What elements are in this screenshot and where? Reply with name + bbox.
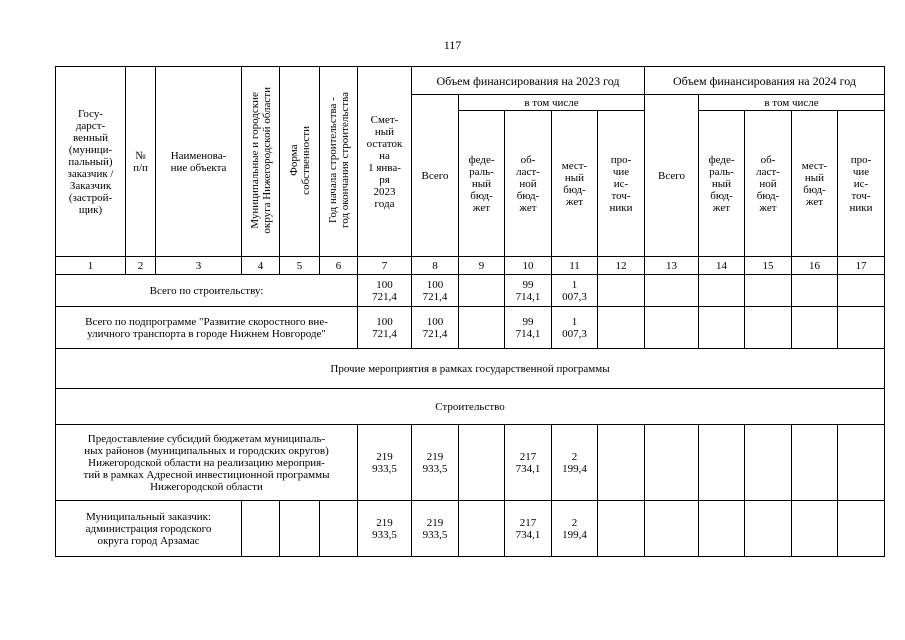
- section-row-other: [56, 349, 885, 389]
- empty-cell: [699, 501, 745, 557]
- total-2023-cell: 219 933,5: [412, 425, 459, 501]
- empty-cell: [699, 275, 745, 307]
- column-number: 4: [242, 257, 280, 275]
- header-other-2024: про- чие ис- точ- ники: [838, 111, 885, 257]
- header-object-name: Наименова- ние объекта: [156, 67, 242, 257]
- regional-2023-cell: 99 714,1: [505, 275, 552, 307]
- column-number: 6: [320, 257, 358, 275]
- header-regional-2023: об- ласт- ной бюд- жет: [505, 111, 552, 257]
- header-ownership: [280, 67, 320, 257]
- header-financing-2023: Объем финансирования на 2023 год: [412, 67, 645, 95]
- row-label: Всего по подпрограмме "Развитие скоростного вне- уличного транспорта в городе Нижнем Новгороде": [56, 307, 358, 349]
- empty-cell: [745, 425, 792, 501]
- column-number: 15: [745, 257, 792, 275]
- header-local-2024: мест- ный бюд- жет: [792, 111, 838, 257]
- header-local-2023: мест- ный бюд- жет: [552, 111, 598, 257]
- total-2023-cell: 100 721,4: [412, 307, 459, 349]
- empty-cell: [280, 501, 320, 557]
- empty-cell: [645, 307, 699, 349]
- empty-cell: [792, 275, 838, 307]
- empty-cell: [645, 501, 699, 557]
- header-number: № п/п: [126, 67, 156, 257]
- balance-cell: 100 721,4: [358, 275, 412, 307]
- empty-cell: [838, 275, 885, 307]
- column-number: 13: [645, 257, 699, 275]
- total-2023-cell: 219 933,5: [412, 501, 459, 557]
- row-label: Всего по строительству:: [56, 275, 358, 307]
- header-federal-2023: феде- раль- ный бюд- жет: [459, 111, 505, 257]
- empty-cell: [792, 501, 838, 557]
- header-municipality: [242, 67, 280, 257]
- column-number: 1: [56, 257, 126, 275]
- row-total-construction: [56, 275, 885, 307]
- column-number: 8: [412, 257, 459, 275]
- section-row-construction: [56, 389, 885, 425]
- empty-cell: [699, 425, 745, 501]
- column-number: 5: [280, 257, 320, 275]
- header-years-text: Год начала строительства - год окончания строительства: [326, 92, 351, 228]
- column-number: 2: [126, 257, 156, 275]
- empty-cell: [459, 425, 505, 501]
- local-2023-cell: 2 199,4: [552, 501, 598, 557]
- row-label: Предоставление субсидий бюджетам муниципаль- ных районов (муниципальных и городских округов) Нижегородской области на реализацию мероприя- тий в рамках Адресной инвестиционной программы Нижегородской области: [56, 425, 358, 501]
- empty-cell: [792, 425, 838, 501]
- empty-cell: [459, 501, 505, 557]
- empty-cell: [598, 425, 645, 501]
- local-2023-cell: 2 199,4: [552, 425, 598, 501]
- column-number: 7: [358, 257, 412, 275]
- column-number: 11: [552, 257, 598, 275]
- column-number: 17: [838, 257, 885, 275]
- section-title-other: Прочие мероприятия в рамках государственной программы: [56, 349, 885, 389]
- local-2023-cell: 1 007,3: [552, 307, 598, 349]
- empty-cell: [838, 425, 885, 501]
- empty-cell: [745, 275, 792, 307]
- empty-cell: [745, 307, 792, 349]
- header-regional-2024: об- ласт- ной бюд- жет: [745, 111, 792, 257]
- header-years: [320, 67, 358, 257]
- column-number: 12: [598, 257, 645, 275]
- row-subprogram-total: [56, 307, 885, 349]
- empty-cell: [645, 275, 699, 307]
- empty-cell: [459, 307, 505, 349]
- header-municipality-text: Муниципальные и городские округа Нижегородской области: [248, 86, 273, 234]
- regional-2023-cell: 217 734,1: [505, 425, 552, 501]
- column-number: 14: [699, 257, 745, 275]
- header-total-2023: Всего: [412, 95, 459, 257]
- empty-cell: [645, 425, 699, 501]
- empty-cell: [699, 307, 745, 349]
- row-arzamas: [56, 501, 885, 557]
- empty-cell: [598, 307, 645, 349]
- regional-2023-cell: 217 734,1: [505, 501, 552, 557]
- balance-cell: 219 933,5: [358, 425, 412, 501]
- empty-cell: [598, 275, 645, 307]
- column-number: 16: [792, 257, 838, 275]
- empty-cell: [838, 307, 885, 349]
- header-including-2023: в том числе: [459, 95, 645, 111]
- total-2023-cell: 100 721,4: [412, 275, 459, 307]
- header-other-2023: про- чие ис- точ- ники: [598, 111, 645, 257]
- column-number: 9: [459, 257, 505, 275]
- balance-cell: 100 721,4: [358, 307, 412, 349]
- section-title-construction: Строительство: [56, 389, 885, 425]
- header-customer: Госу- дарст- венный (муници- пальный) заказчик / Заказчик (застрой- щик): [56, 67, 126, 257]
- header-financing-2024: Объем финансирования на 2024 год: [645, 67, 885, 95]
- row-label: Муниципальный заказчик: администрация городского округа город Арзамас: [56, 501, 242, 557]
- empty-cell: [320, 501, 358, 557]
- empty-cell: [745, 501, 792, 557]
- header-balance: Смет- ный остаток на 1 янва- ря 2023 года: [358, 67, 412, 257]
- header-including-2024: в том числе: [699, 95, 885, 111]
- empty-cell: [598, 501, 645, 557]
- column-number: 10: [505, 257, 552, 275]
- balance-cell: 219 933,5: [358, 501, 412, 557]
- column-number-row: [56, 257, 885, 275]
- row-subsidies: [56, 425, 885, 501]
- empty-cell: [792, 307, 838, 349]
- header-ownership-text: Форма собственности: [287, 125, 312, 195]
- header-federal-2024: феде- раль- ный бюд- жет: [699, 111, 745, 257]
- empty-cell: [838, 501, 885, 557]
- empty-cell: [242, 501, 280, 557]
- local-2023-cell: 1 007,3: [552, 275, 598, 307]
- header-total-2024: Всего: [645, 95, 699, 257]
- column-number: 3: [156, 257, 242, 275]
- financing-table: [55, 66, 885, 557]
- page-number: 117: [443, 38, 462, 52]
- empty-cell: [459, 275, 505, 307]
- regional-2023-cell: 99 714,1: [505, 307, 552, 349]
